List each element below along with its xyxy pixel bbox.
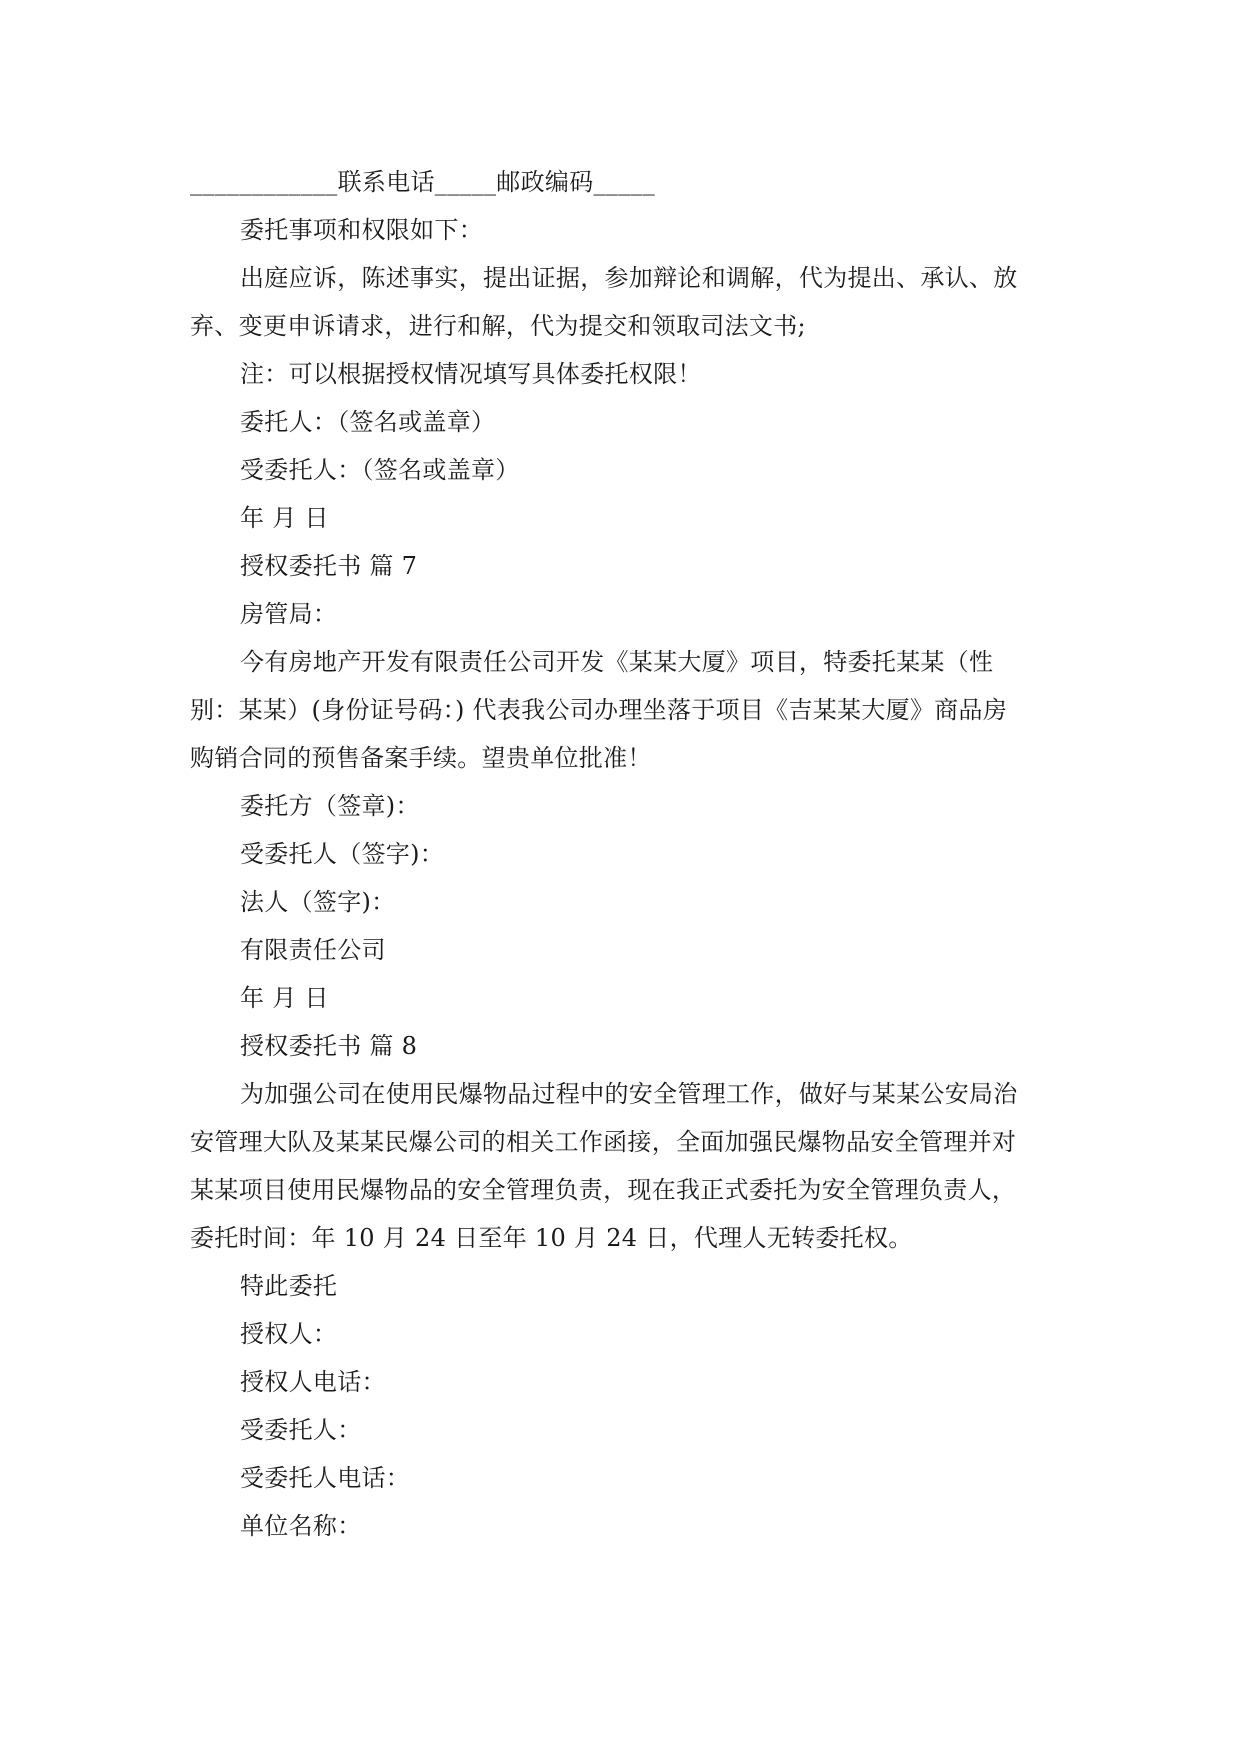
section8-body-line-3: 某某项目使用民爆物品的安全管理负责，现在我正式委托为安全管理负责人，	[190, 1176, 1017, 1204]
authority-text-line-1: 出庭应诉，陈述事实，提出证据，参加辩论和调解，代为提出、承认、放	[240, 264, 1018, 292]
section-title-7: 授权委托书 篇 7	[240, 552, 418, 580]
section7-body-line-3: 购销合同的预售备案手续。望贵单位批准！	[190, 744, 652, 772]
section8-body-line-1: 为加强公司在使用民爆物品过程中的安全管理工作，做好与某某公安局治	[240, 1080, 1018, 1108]
date-line: 年 月 日	[240, 504, 329, 532]
organization-name-line: 单位名称：	[240, 1512, 362, 1540]
agent-line: 受委托人：	[240, 1416, 362, 1444]
authority-heading: 委托事项和权限如下：	[240, 216, 483, 244]
agent-sign-line: 受委托人（签字)：	[240, 840, 445, 868]
principal-signature-line: 委托人：（签名或盖章）	[240, 408, 496, 436]
document-body	[190, 158, 1050, 1550]
note-line: 注：可以根据授权情况填写具体委托权限！	[240, 360, 702, 388]
authorizer-line: 授权人：	[240, 1320, 338, 1348]
date-line-2: 年 月 日	[240, 984, 329, 1012]
section8-body-line-2: 安管理大队及某某民爆公司的相关工作函接，全面加强民爆物品安全管理并对	[190, 1128, 1017, 1156]
section7-body-line-1: 今有房地产开发有限责任公司开发《某某大厦》项目，特委托某某（性	[240, 648, 994, 676]
principal-seal-line: 委托方（签章)：	[240, 792, 420, 820]
contact-line: ____________联系电话_____邮政编码_____	[190, 168, 655, 196]
company-name-line: 有限责任公司	[240, 936, 386, 964]
authority-text-line-2: 弃、变更申诉请求，进行和解，代为提交和领取司法文书;	[190, 312, 806, 340]
section-title-8: 授权委托书 篇 8	[240, 1032, 418, 1060]
section7-body-line-2: 别：某某）(身份证号码：) 代表我公司办理坐落于项目《吉某某大厦》商品房	[190, 696, 1008, 724]
agent-phone-line: 受委托人电话：	[240, 1464, 411, 1492]
authorizer-phone-line: 授权人电话：	[240, 1368, 386, 1396]
addressee-line: 房管局：	[240, 600, 338, 628]
legal-rep-sign-line: 法人（签字)：	[240, 888, 396, 916]
agent-signature-line: 受委托人：（签名或盖章）	[240, 456, 520, 484]
hereby-line: 特此委托	[240, 1272, 338, 1300]
section8-body-line-4: 委托时间：年 10 月 24 日至年 10 月 24 日，代理人无转委托权。	[190, 1224, 913, 1252]
